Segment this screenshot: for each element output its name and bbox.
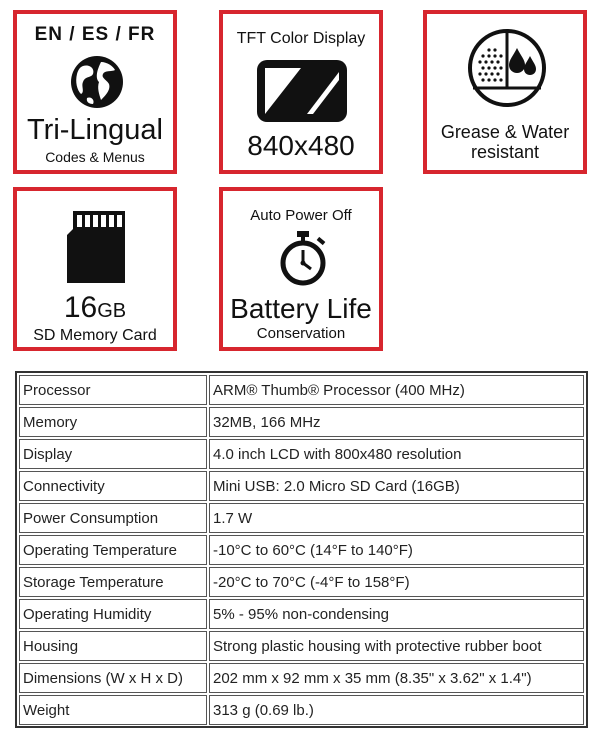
spec-label: Connectivity bbox=[19, 471, 207, 501]
feature-tri-lingual bbox=[13, 10, 177, 174]
memory-size: 16 bbox=[63, 291, 98, 324]
spec-row bbox=[19, 567, 584, 597]
spec-value: 4.0 inch LCD with 800x480 resolution bbox=[209, 439, 584, 469]
specifications-body bbox=[19, 375, 584, 725]
spec-row bbox=[19, 407, 584, 437]
spec-row bbox=[19, 599, 584, 629]
feature-sd-memory bbox=[13, 187, 177, 351]
spec-row bbox=[19, 663, 584, 693]
spec-row bbox=[19, 535, 584, 565]
feature-sub-label: SD Memory Card bbox=[33, 327, 157, 344]
spec-row bbox=[19, 439, 584, 469]
spec-row bbox=[19, 503, 584, 533]
spec-label: Dimensions (W x H x D) bbox=[19, 663, 207, 693]
feature-top-label: Auto Power Off bbox=[250, 207, 352, 224]
sd-card-icon bbox=[63, 207, 133, 287]
feature-top-label: EN / ES / FR bbox=[34, 24, 156, 45]
spec-value: Mini USB: 2.0 Micro SD Card (16GB) bbox=[209, 471, 584, 501]
feature-top-label: TFT Color Display bbox=[236, 30, 366, 47]
spec-value: 1.7 W bbox=[209, 503, 584, 533]
spec-label: Processor bbox=[19, 375, 207, 405]
spec-label: Memory bbox=[19, 407, 207, 437]
spec-label: Power Consumption bbox=[19, 503, 207, 533]
specifications-table bbox=[15, 371, 588, 728]
feature-sub-label: Codes & Menus bbox=[45, 149, 145, 165]
spec-value: ARM® Thumb® Processor (400 MHz) bbox=[209, 375, 584, 405]
spec-value: Strong plastic housing with protective rubber boot bbox=[209, 631, 584, 661]
stopwatch-icon bbox=[275, 229, 331, 287]
feature-main-label: Battery Life bbox=[230, 293, 372, 324]
spec-value: 32MB, 166 MHz bbox=[209, 407, 584, 437]
spec-label: Weight bbox=[19, 695, 207, 725]
spec-label: Operating Humidity bbox=[19, 599, 207, 629]
globe-icon bbox=[69, 54, 125, 110]
feature-main-label: 840x480 bbox=[247, 130, 355, 161]
memory-unit: GB bbox=[97, 300, 127, 322]
grease-water-drops-icon bbox=[467, 28, 547, 108]
feature-main-label: Grease & Water bbox=[440, 122, 570, 142]
spec-row bbox=[19, 695, 584, 725]
display-screen-icon bbox=[255, 58, 349, 124]
spec-label: Housing bbox=[19, 631, 207, 661]
spec-row bbox=[19, 631, 584, 661]
feature-battery-life bbox=[219, 187, 383, 351]
spec-value: 5% - 95% non-condensing bbox=[209, 599, 584, 629]
spec-row bbox=[19, 471, 584, 501]
spec-value: 202 mm x 92 mm x 35 mm (8.35" x 3.62" x 1.4") bbox=[209, 663, 584, 693]
spec-value: -20°C to 70°C (-4°F to 158°F) bbox=[209, 567, 584, 597]
spec-label: Operating Temperature bbox=[19, 535, 207, 565]
spec-label: Display bbox=[19, 439, 207, 469]
spec-row bbox=[19, 375, 584, 405]
spec-value: -10°C to 60°C (14°F to 140°F) bbox=[209, 535, 584, 565]
feature-grease-water bbox=[423, 10, 587, 174]
feature-sub-label: Conservation bbox=[256, 325, 346, 342]
feature-sub-label: resistant bbox=[470, 142, 540, 162]
spec-value: 313 g (0.69 lb.) bbox=[209, 695, 584, 725]
feature-main-label bbox=[17, 291, 173, 325]
feature-tft-display bbox=[219, 10, 383, 174]
spec-label: Storage Temperature bbox=[19, 567, 207, 597]
feature-main-label: Tri-Lingual bbox=[27, 114, 163, 146]
